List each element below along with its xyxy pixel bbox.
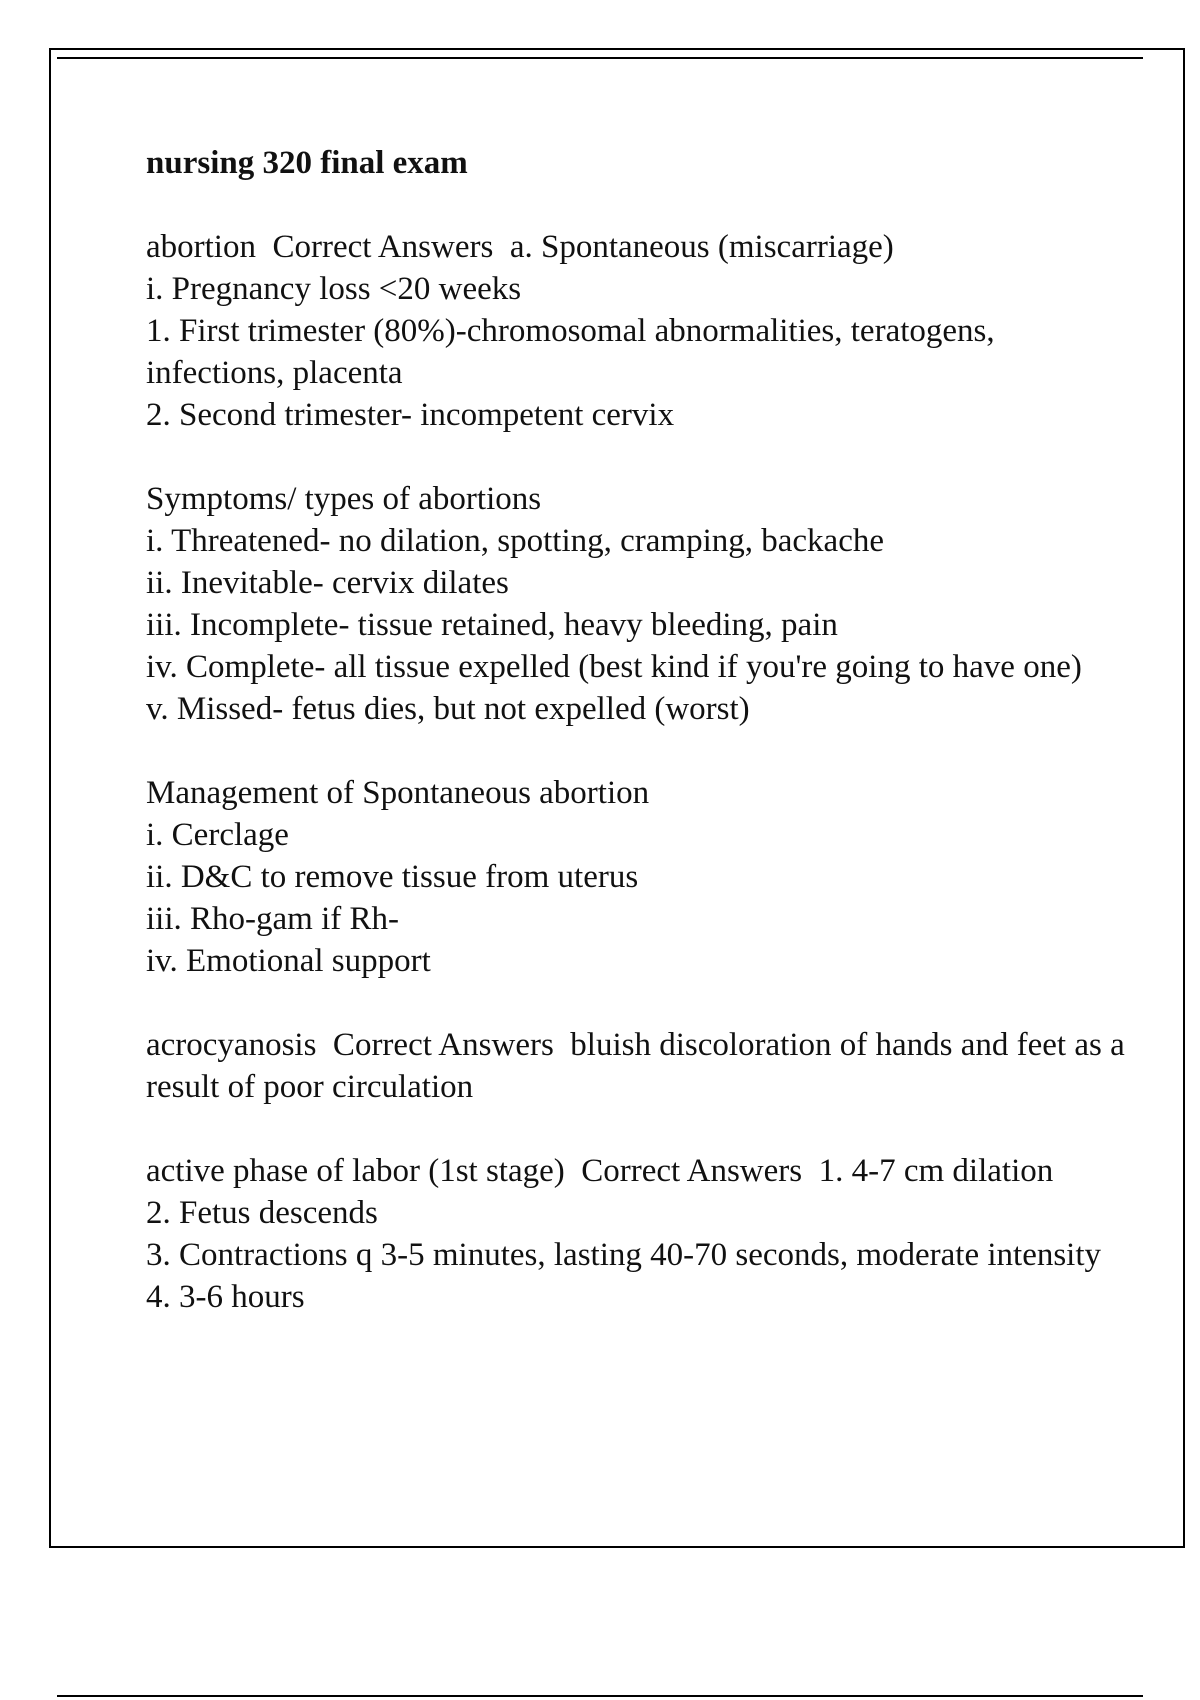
document-title: nursing 320 final exam: [146, 145, 468, 181]
bottom-rule: [57, 1695, 1143, 1697]
text-line: iii. Incomplete- tissue retained, heavy bleeding, pain: [146, 607, 838, 643]
document-body: [146, 142, 1136, 1360]
text-line: ii. D&C to remove tissue from uterus: [146, 859, 639, 895]
section-abortion: [146, 226, 1136, 436]
text-line: active phase of labor (1st stage) Correct Answers 1. 4-7 cm dilation: [146, 1153, 1054, 1189]
text-line: 4. 3-6 hours: [146, 1279, 305, 1315]
section-management: [146, 772, 1136, 982]
section-acrocyanosis: [146, 1024, 1136, 1108]
text-line: i. Threatened- no dilation, spotting, cramping, backache: [146, 523, 884, 559]
text-line: i. Pregnancy loss <20 weeks: [146, 271, 522, 307]
text-line: Symptoms/ types of abortions: [146, 481, 542, 517]
top-rule: [57, 57, 1143, 59]
text-line: 3. Contractions q 3-5 minutes, lasting 40-70 seconds, moderate intensity: [146, 1237, 1102, 1273]
text-line: 2. Fetus descends: [146, 1195, 378, 1231]
text-line: iv. Complete- all tissue expelled (best kind if you're going to have one): [146, 649, 1082, 685]
text-line: acrocyanosis Correct Answers bluish discoloration of hands and feet as a result of poor circulation: [146, 1027, 1133, 1105]
text-line: abortion Correct Answers a. Spontaneous (miscarriage): [146, 229, 894, 265]
text-line: iv. Emotional support: [146, 943, 431, 979]
text-line: 2. Second trimester- incompetent cervix: [146, 397, 675, 433]
text-line: v. Missed- fetus dies, but not expelled (worst): [146, 691, 750, 727]
text-line: 1. First trimester (80%)-chromosomal abnormalities, teratogens, infections, placenta: [146, 313, 1003, 391]
text-line: ii. Inevitable- cervix dilates: [146, 565, 509, 601]
section-abortion-types: [146, 478, 1136, 730]
text-line: i. Cerclage: [146, 817, 289, 853]
text-line: Management of Spontaneous abortion: [146, 775, 650, 811]
section-active-phase: [146, 1150, 1136, 1318]
text-line: iii. Rho-gam if Rh-: [146, 901, 399, 937]
